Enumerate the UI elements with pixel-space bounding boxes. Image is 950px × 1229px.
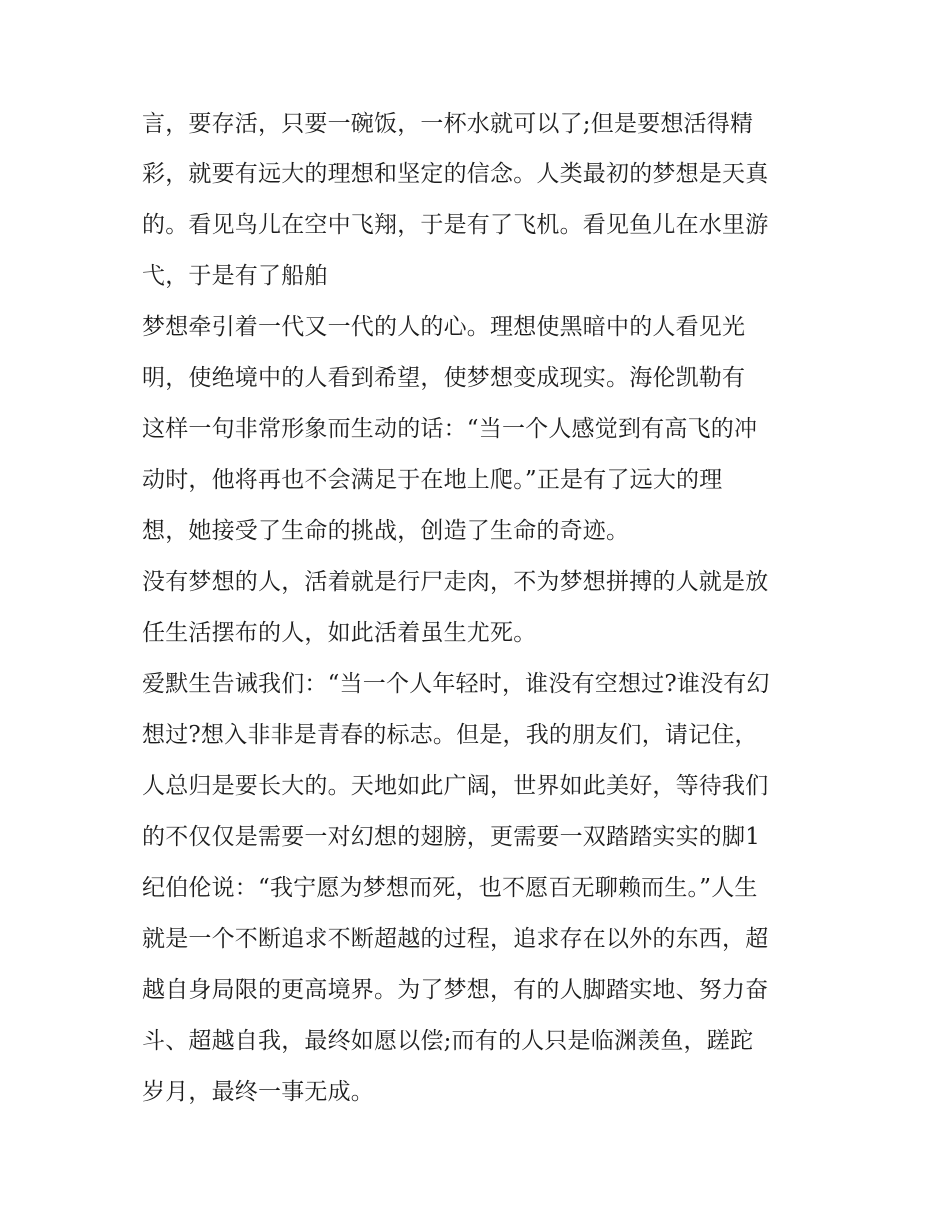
text-line: 想，她接受了生命的挑战，创造了生命的奇迹。: [142, 518, 630, 544]
text-line: 纪伯伦说：“我宁愿为梦想而死，也不愿百无聊赖而生。”人生: [142, 875, 758, 901]
text-line: 没有梦想的人，活着就是行尸走肉，不为梦想拼搏的人就是放: [142, 569, 769, 595]
text-line: 斗、超越自我，最终如愿以偿;而有的人只是临渊羡鱼，蹉跎: [142, 1028, 754, 1054]
text-line: 任生活摆布的人，如此活着虽生尤死。: [142, 620, 537, 646]
text-line: 动时，他将再也不会满足于在地上爬。”正是有了远大的理: [142, 467, 723, 493]
text-line: 弋，于是有了船舶: [142, 263, 328, 289]
text-line: 这样一句非常形象而生动的话：“当一个人感觉到有高飞的冲: [142, 416, 758, 442]
text-line: 言，要存活，只要一碗饭，一杯水就可以了;但是要想活得精: [142, 111, 754, 137]
text-line: 想过?想入非非是青春的标志。但是，我的朋友们，请记住，: [142, 722, 758, 748]
text-line: 的不仅仅是需要一对幻想的翅膀，更需要一双踏踏实实的脚1: [142, 824, 761, 850]
text-line: 爱默生告诫我们：“当一个人年轻时，谁没有空想过?谁没有幻: [142, 671, 770, 697]
text-line: 梦想牵引着一代又一代的人的心。理想使黑暗中的人看见光: [142, 314, 746, 340]
text-line: 的。看见鸟儿在空中飞翔，于是有了飞机。看见鱼儿在水里游: [142, 212, 769, 238]
text-line: 岁月，最终一事无成。: [142, 1079, 374, 1105]
text-line: 彩，就要有远大的理想和坚定的信念。人类最初的梦想是天真: [142, 161, 769, 187]
text-line: 明，使绝境中的人看到希望，使梦想变成现实。海伦凯勒有: [142, 365, 746, 391]
text-line: 人总归是要长大的。天地如此广阔，世界如此美好，等待我们: [142, 773, 769, 799]
text-line: 就是一个不断追求不断超越的过程，追求存在以外的东西，超: [142, 926, 769, 952]
text-line: 越自身局限的更高境界。为了梦想，有的人脚踏实地、努力奋: [142, 977, 769, 1003]
